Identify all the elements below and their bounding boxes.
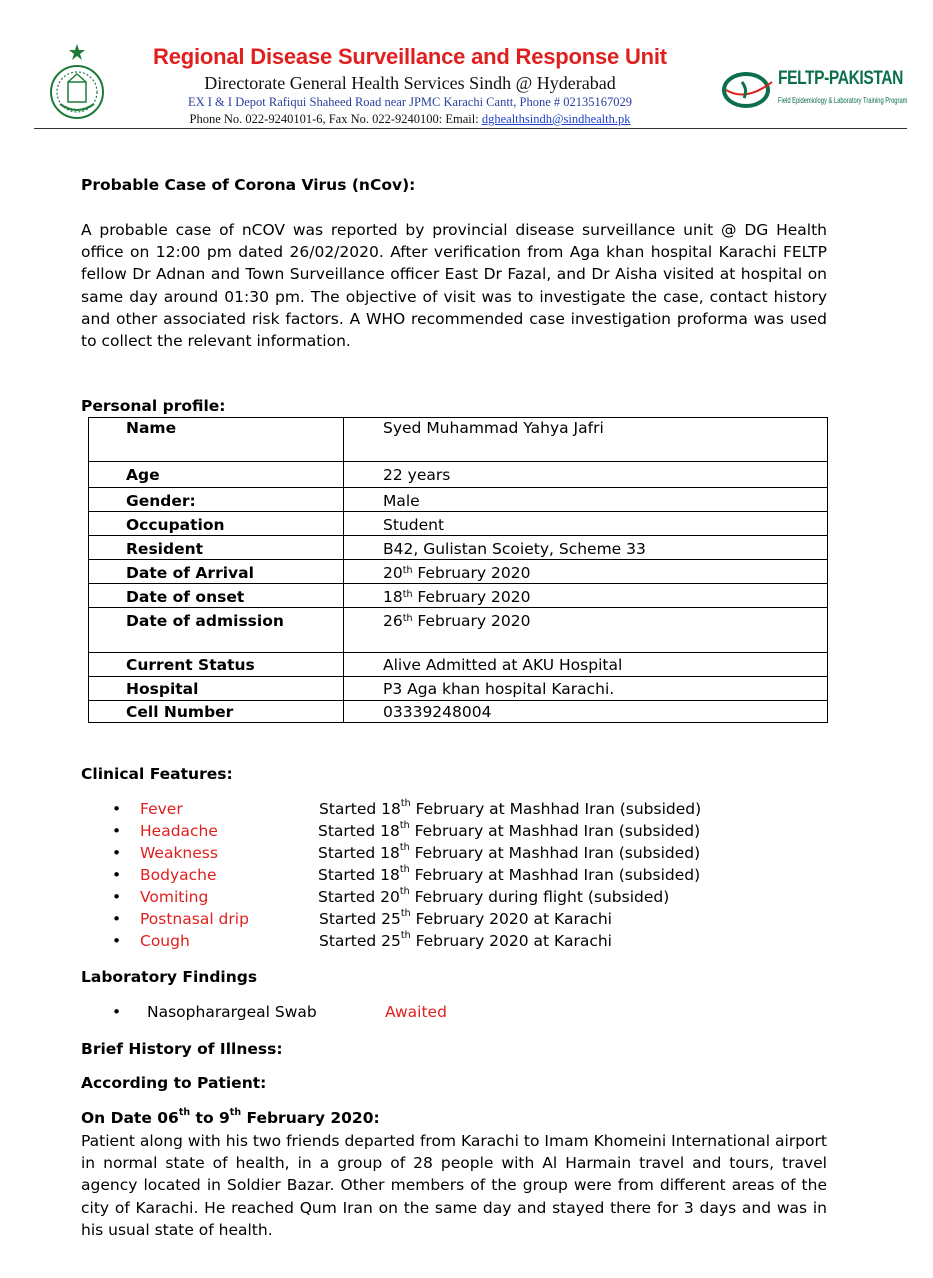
table-row (89, 653, 828, 677)
table-row (89, 462, 828, 488)
row-label: Cell Number (89, 701, 344, 723)
table-row (89, 512, 828, 536)
row-label: Gender: (89, 488, 344, 512)
email-link[interactable]: dghealthsindh@sindhealth.pk (481, 112, 631, 126)
row-label: Resident (89, 536, 344, 560)
history-date-heading: On Date 06th to 9th February 2020: (81, 1107, 380, 1127)
bullet-icon: • (112, 822, 122, 840)
symptom-label: Vomiting (140, 888, 209, 906)
table-row (89, 701, 828, 723)
sindh-government-logo (48, 42, 106, 120)
bullet-icon: • (112, 1003, 122, 1021)
symptom-detail: Started 20th February during flight (subsided) (318, 886, 670, 906)
bullet-icon: • (112, 866, 122, 884)
symptom-detail: Started 18th February at Mashhad Iran (subsided) (318, 842, 701, 862)
row-label: Date of admission (89, 608, 344, 653)
symptom-detail: Started 18th February at Mashhad Iran (subsided) (318, 864, 701, 884)
lab-result: Awaited (385, 1003, 447, 1021)
report-heading: Probable Case of Corona Virus (nCov): (81, 176, 416, 194)
symptom-detail: Started 25th February 2020 at Karachi (319, 930, 612, 950)
feltp-name: FELTP-PAKISTAN (778, 68, 903, 89)
symptom-detail: Started 18th February at Mashhad Iran (subsided) (319, 798, 702, 818)
row-value: 03339248004 (344, 701, 828, 723)
profile-heading: Personal profile: (81, 397, 226, 415)
history-text: Patient along with his two friends departed from Karachi to Imam Khomeini International airport in normal state of health, in a group of 28 people with Al Harmain travel and tours, travel agency located in Soldier Bazar. Other members of the group were from different areas of the city of Karachi. He reached Qum Iran on the same day and stayed there for 3 days and was in his usual state of health. (81, 1132, 827, 1239)
lab-test: Nasopharargeal Swab (147, 1003, 317, 1021)
row-value: 26th February 2020 (344, 608, 828, 653)
bullet-icon: • (112, 888, 122, 906)
row-value: 18th February 2020 (344, 584, 828, 608)
profile-table (88, 417, 828, 723)
row-label: Date of Arrival (89, 560, 344, 584)
row-value: Male (344, 488, 828, 512)
table-row (89, 488, 828, 512)
symptom-label: Fever (140, 800, 183, 818)
row-value: P3 Aga khan hospital Karachi. (344, 677, 828, 701)
row-value: Student (344, 512, 828, 536)
bullet-icon: • (112, 910, 122, 928)
row-value: B42, Gulistan Scoiety, Scheme 33 (344, 536, 828, 560)
symptom-label: Bodyache (140, 866, 217, 884)
symptom-label: Postnasal drip (140, 910, 249, 928)
symptom-label: Cough (140, 932, 190, 950)
row-label: Date of onset (89, 584, 344, 608)
row-value: Syed Muhammad Yahya Jafri (344, 418, 828, 462)
table-row (89, 418, 828, 462)
symptom-label: Weakness (140, 844, 218, 862)
row-value: 22 years (344, 462, 828, 488)
symptom-detail: Started 18th February at Mashhad Iran (subsided) (318, 820, 701, 840)
row-label: Occupation (89, 512, 344, 536)
report-intro: A probable case of nCOV was reported by provincial disease surveillance unit @ DG Health office on 12:00 pm dated 26/02/2020. After verification from Aga khan hospital Karachi FELTP fellow Dr Adnan and Town Surveillance officer East Dr Fazal, and Dr Aisha visited at hospital on same day around 01:30 pm. The objective of visit was to investigate the case, contact history and other associated risk factors. A WHO recommended case investigation proforma was used to collect the relevant information. (81, 221, 827, 351)
row-label: Age (89, 462, 344, 488)
symptom-label: Headache (140, 822, 218, 840)
bullet-icon: • (112, 844, 122, 862)
table-row (89, 584, 828, 608)
letterhead-divider (34, 128, 907, 129)
letterhead-contact (120, 112, 700, 127)
row-label: Current Status (89, 653, 344, 677)
symptom-detail: Started 25th February 2020 at Karachi (319, 908, 612, 928)
letterhead-address: EX I & I Depot Rafiqui Shaheed Road near JPMC Karachi Cantt, Phone # 02135167029 (187, 95, 633, 109)
bullet-icon: • (112, 932, 122, 950)
feltp-tagline: Field Epidemiology & Laboratory Training Program (778, 95, 908, 105)
row-value: 20th February 2020 (344, 560, 828, 584)
bullet-icon: • (112, 800, 122, 818)
row-value: Alive Admitted at AKU Hospital (344, 653, 828, 677)
letterhead-subtitle: Directorate General Health Services Sindh @ Hyderabad (204, 73, 616, 93)
table-row (89, 608, 828, 653)
row-label: Hospital (89, 677, 344, 701)
phone-fax-text: Phone No. 022-9240101-6, Fax No. 022-9240100: Email: (189, 112, 482, 126)
letterhead-title: Regional Disease Surveillance and Response Unit (153, 44, 667, 69)
lab-heading: Laboratory Findings (81, 968, 258, 986)
table-row (89, 677, 828, 701)
table-row (89, 560, 828, 584)
history-subheading: According to Patient: (81, 1074, 267, 1092)
row-label: Name (89, 418, 344, 462)
history-heading: Brief History of Illness: (81, 1040, 283, 1058)
table-row (89, 536, 828, 560)
clinical-heading: Clinical Features: (81, 765, 233, 783)
